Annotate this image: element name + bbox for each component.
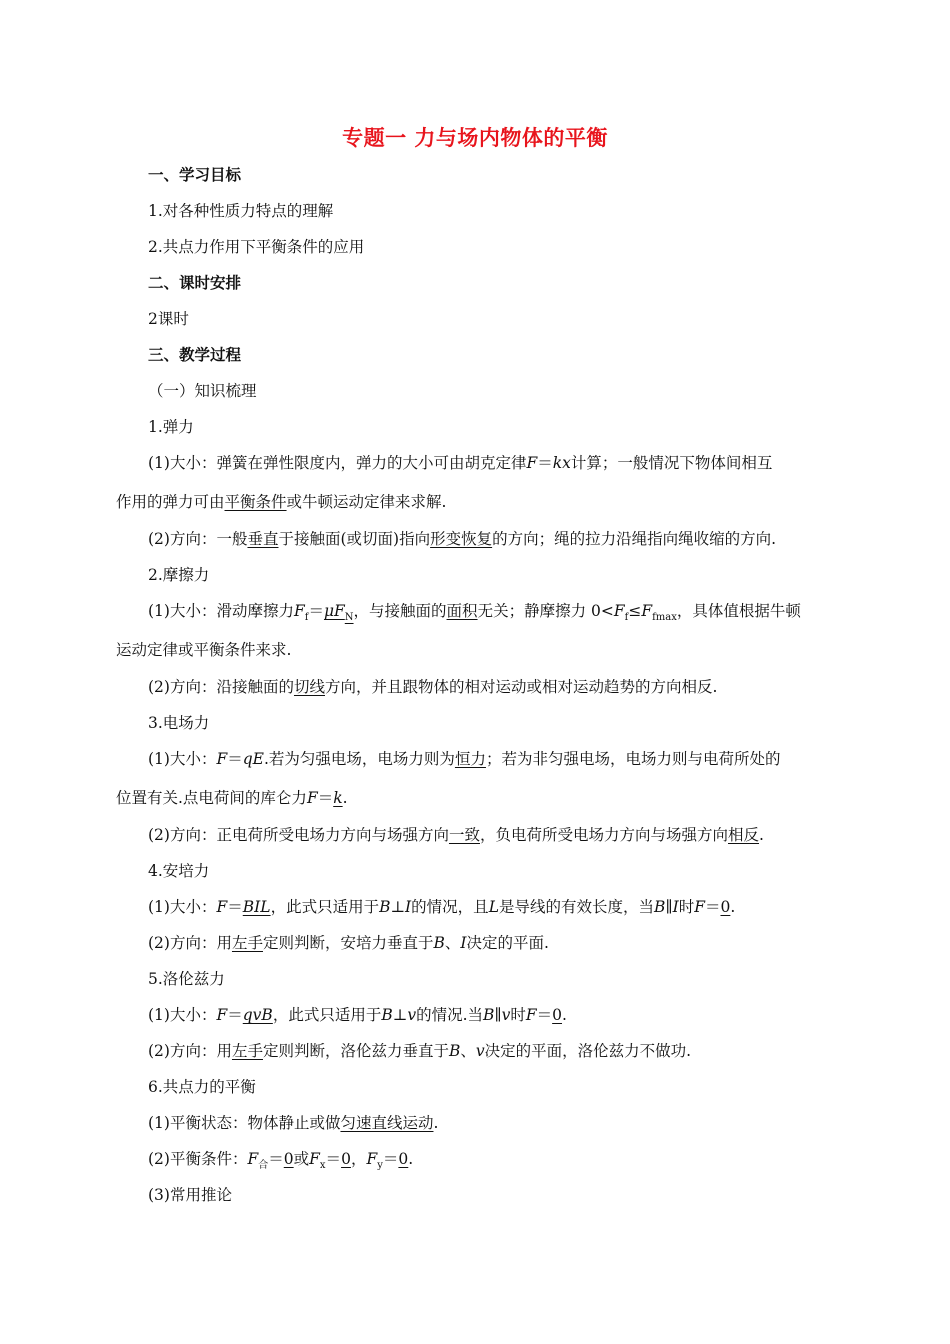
- topic-heading-ampere: 4.安培力: [148, 862, 210, 880]
- paragraph-line: (2)方向：用左手定则判断，安培力垂直于B、I决定的平面.: [148, 934, 549, 952]
- topic-heading-balance: 6.共点力的平衡: [148, 1078, 256, 1096]
- page-title: 专题一 力与场内物体的平衡: [342, 126, 608, 150]
- paragraph-line: (1)大小：F＝qE.若为匀强电场，电场力则为恒力；若为非匀强电场，电场力则与电荷所处的: [148, 750, 781, 768]
- paragraph-line: (2)方向：用左手定则判断，洛伦兹力垂直于B、v决定的平面，洛伦兹力不做功.: [148, 1042, 692, 1060]
- paragraph-line: (1)大小：弹簧在弹性限度内，弹力的大小可由胡克定律F＝kx计算；一般情况下物体间相互: [148, 454, 773, 472]
- paragraph-line: (2)方向：一般垂直于接触面(或切面)指向形变恢复的方向；绳的拉力沿绳指向绳收缩的方向.: [148, 530, 777, 548]
- schedule-hours: 2课时: [148, 310, 189, 328]
- section-heading-schedule: 二、课时安排: [148, 274, 242, 292]
- subsection-heading: （一）知识梳理: [148, 382, 257, 400]
- paragraph-line: (1)平衡状态：物体静止或做匀速直线运动.: [148, 1114, 439, 1132]
- section-heading-process: 三、教学过程: [148, 346, 242, 364]
- paragraph-line: (2)方向：正电荷所受电场力方向与场强方向一致，负电荷所受电场力方向与场强方向相反.: [148, 826, 764, 844]
- paragraph-line: 运动定律或平衡条件来求.: [116, 641, 292, 659]
- goal-item-2: 2.共点力作用下平衡条件的应用: [148, 238, 365, 256]
- paragraph-line: (3)常用推论: [148, 1186, 232, 1204]
- topic-heading-electric: 3.电场力: [148, 714, 210, 732]
- paragraph-line: (1)大小：滑动摩擦力$F_f=\mu F_N$，与接触面的面积无关；静摩擦力 $0<F_f\le F_{fmax}$，具体值根据牛顿: [148, 602, 801, 624]
- paragraph-line: (1)大小：F＝qvB，此式只适用于B⊥v的情况.当B∥v时F＝0.: [148, 1006, 567, 1024]
- topic-heading-friction: 2.摩擦力: [148, 566, 210, 584]
- topic-heading-lorentz: 5.洛伦兹力: [148, 970, 225, 988]
- section-heading-goals: 一、学习目标: [148, 166, 242, 184]
- paragraph-line: 作用的弹力可由平衡条件或牛顿运动定律来求解.: [116, 493, 447, 511]
- topic-heading-elastic: 1.弹力: [148, 418, 194, 436]
- paragraph-line: (2)平衡条件：$F_合=0$或$F_x=0$，$F_y=0$.: [148, 1150, 414, 1172]
- goal-item-1: 1.对各种性质力特点的理解: [148, 202, 334, 220]
- paragraph-line: (1)大小：F＝BIL，此式只适用于B⊥I的情况，且L是导线的有效长度，当B∥I时F＝0.: [148, 898, 736, 916]
- paragraph-line: 位置有关.点电荷间的库仑力F＝k.: [116, 789, 348, 807]
- paragraph-line: (2)方向：沿接触面的切线方向，并且跟物体的相对运动或相对运动趋势的方向相反.: [148, 678, 718, 696]
